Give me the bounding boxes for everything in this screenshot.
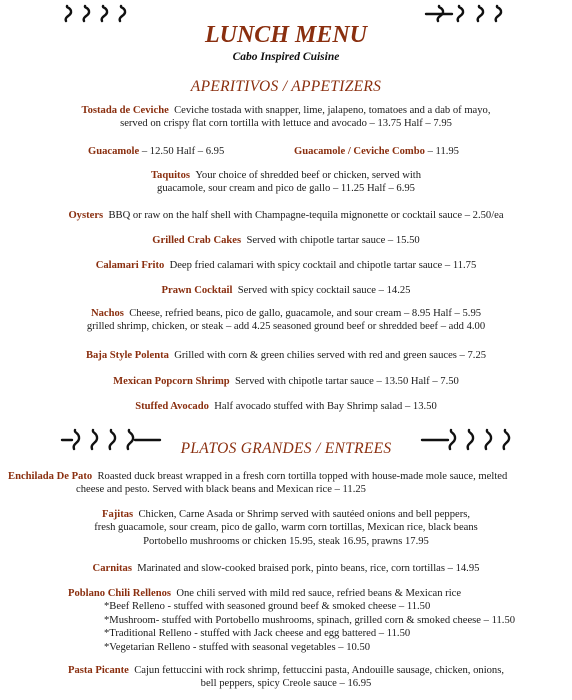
menu-item-guacamole-combo: Guacamole / Ceviche Combo – 11.95 bbox=[294, 146, 459, 157]
menu-item-taquitos: Taquitos Your choice of shredded beef or chicken, served with guacamole, sour cream and pico de gallo – 11.25 Half – 6.95 bbox=[150, 170, 422, 195]
menu-item-calamari: Calamari Frito Deep fried calamari with spicy cocktail and chipotle tartar sauce – 11.75 bbox=[95, 260, 477, 271]
page-subtitle: Cabo Inspired Cuisine bbox=[232, 51, 340, 63]
scroll-ornament-icon bbox=[62, 4, 134, 24]
menu-item-oysters: Oysters BBQ or raw on the half shell with Champagne-tequila mignonette or cocktail sauce – 2.50/ea bbox=[68, 210, 504, 221]
menu-item-guacamole: Guacamole – 12.50 Half – 6.95 bbox=[88, 146, 225, 157]
page-title: LUNCH MENU bbox=[204, 22, 367, 48]
menu-item-stuffed-avocado: Stuffed Avocado Half avocado stuffed with Bay Shrimp salad – 13.50 bbox=[135, 401, 437, 412]
menu-item-popcorn-shrimp: Mexican Popcorn Shrimp Served with chipotle tartar sauce – 13.50 Half – 7.50 bbox=[113, 376, 459, 387]
menu-item-carnitas: Carnitas Marinated and slow-cooked braised pork, pinto beans, rice, corn tortillas – 14.95 bbox=[92, 563, 480, 574]
menu-item-poblano-rellenos: Poblano Chili Rellenos One chili served with mild red sauce, refried beans & Mexican rice *Beef Relleno - stuffed with seasoned ground beef & smoked cheese – 11.50 *Mushroom- stuffed with Portobello mushrooms, spinach, grilled corn & smoked cheese – 11.50 *Traditional Relleno - stuffed with Jack cheese and egg battered – 11.50 *Vegetarian Relleno - stuffed with seasonal vegetables – 10.50 bbox=[68, 588, 516, 653]
menu-item-crab-cakes: Grilled Crab Cakes Served with chipotle tartar sauce – 15.50 bbox=[152, 235, 420, 246]
menu-item-fajitas: Fajitas Chicken, Carne Asada or Shrimp served with sautéed onions and bell peppers, fresh guacamole, sour cream, pico de gallo, warm corn tortillas, Mexican rice, black beans Portobello mushrooms or chicken 15.95, steak 16.95, prawns 17.95 bbox=[94, 509, 478, 547]
menu-item-polenta: Baja Style Polenta Grilled with corn & green chilies served with red and green sauces – 7.25 bbox=[85, 350, 487, 361]
section-heading-appetizers: APERITIVOS / APPETIZERS bbox=[190, 78, 382, 95]
section-heading-entrees: PLATOS GRANDES / ENTREES bbox=[180, 440, 392, 457]
menu-item-enchilada: Enchilada De Pato Roasted duck breast wrapped in a fresh corn tortilla topped with house-made mole sauce, melted cheese and pesto. Served with black beans and Mexican rice – 11.25 bbox=[8, 471, 508, 496]
menu-item-tostada: Tostada de Ceviche Ceviche tostada with snapper, lime, jalapeno, tomatoes and a dab of mayo, served on crispy flat corn tortilla with lettuce and avocado – 13.75 Half – 7.95 bbox=[81, 105, 491, 130]
menu-item-pasta-picante: Pasta Picante Cajun fettuccini with rock shrimp, fettuccini pasta, Andouille sausage, chicken, onions, bell peppers, spicy Creole sauce – 16.95 bbox=[67, 665, 504, 690]
scroll-ornament-icon bbox=[424, 4, 504, 24]
menu-item-prawn-cocktail: Prawn Cocktail Served with spicy cocktail sauce – 14.25 bbox=[161, 285, 411, 296]
menu-item-nachos: Nachos Cheese, refried beans, pico de gallo, guacamole, and sour cream – 8.95 Half – 5.95 grilled shrimp, chicken, or steak – add 4.25 seasoned ground beef or shredded beef – add 4.00 bbox=[86, 308, 486, 333]
